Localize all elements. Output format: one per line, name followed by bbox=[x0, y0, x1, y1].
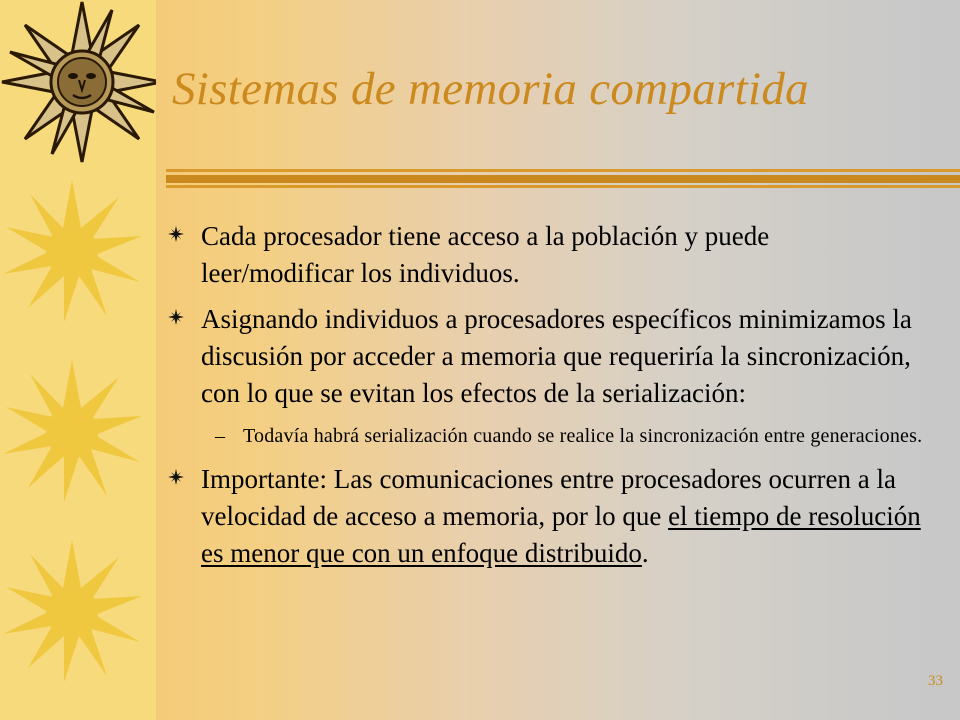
bullet-text-end: . bbox=[641, 538, 649, 568]
bullet-text: Asignando individuos a procesadores específicos minimizamos la discusión por acceder a memoria que requeriría la sincronización, con lo que se evitan los efectos de la serialización: bbox=[201, 304, 912, 408]
left-decoration-strip bbox=[0, 0, 156, 720]
bullet-text: Cada procesador tiene acceso a la población y puede leer/modificar los individuos. bbox=[201, 221, 770, 288]
star-bullet-icon bbox=[168, 218, 186, 255]
sub-bullet-item bbox=[168, 421, 928, 451]
bullet-item bbox=[168, 301, 928, 412]
bullet-item bbox=[168, 218, 928, 292]
sub-bullet-text: Todavía habrá serialización cuando se realice la sincronización entre generaciones. bbox=[243, 425, 923, 447]
title-divider bbox=[166, 167, 960, 191]
slide-title: Sistemas de memoria compartida bbox=[172, 63, 809, 115]
page-number: 33 bbox=[928, 673, 943, 689]
sun-icon bbox=[3, 180, 142, 322]
underlined-conclusion: el tiempo de resolución es menor que con un enfoque distribuido bbox=[201, 501, 921, 568]
sun-face-icon bbox=[2, 2, 156, 162]
slide-content bbox=[168, 218, 928, 581]
bullet-item bbox=[168, 461, 928, 572]
star-bullet-icon bbox=[168, 301, 186, 338]
dash-marker: – bbox=[215, 425, 226, 447]
star-bullet-icon bbox=[168, 461, 186, 498]
sun-icon bbox=[3, 360, 142, 502]
sun-icon bbox=[3, 540, 142, 682]
bullet-text: Importante: Las comunicaciones entre procesadores ocurren a la velocidad de acceso a memoria, por lo que bbox=[201, 464, 896, 531]
sun-decorations bbox=[0, 0, 156, 720]
